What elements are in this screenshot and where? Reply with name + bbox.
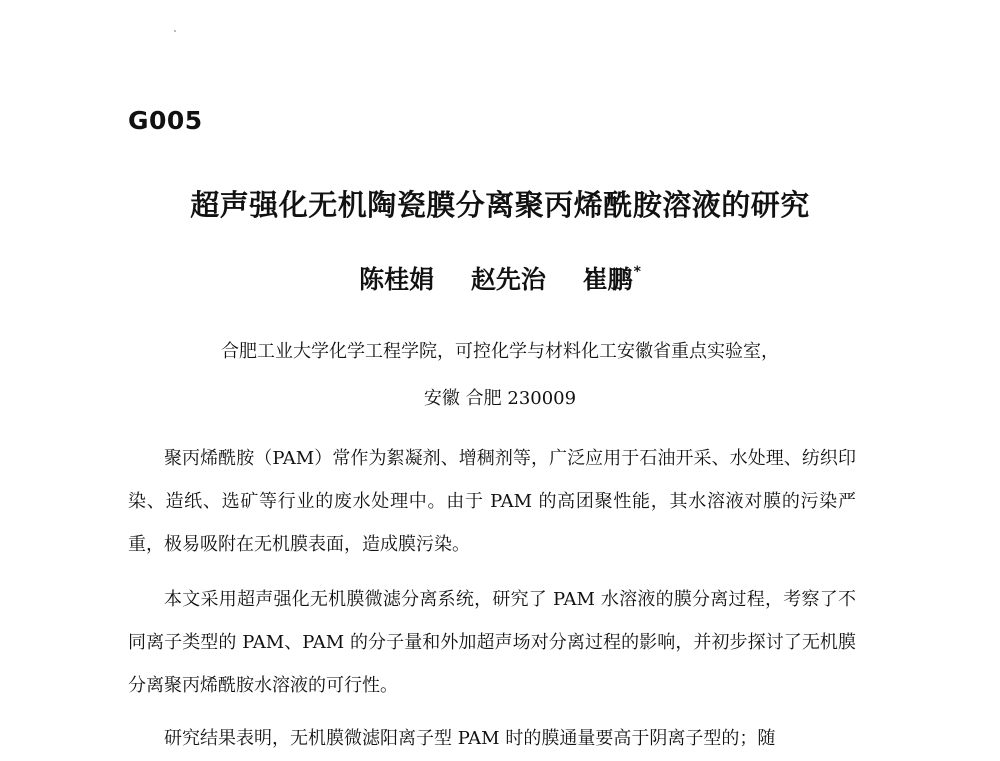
abstract-paragraph-2 — [128, 578, 856, 707]
author-name: 赵先治 — [470, 265, 546, 294]
affiliation-line-1: 合肥工业大学化学工程学院，可控化学与材料化工安徽省重点实验室， — [221, 341, 779, 362]
abstract-paragraph-1 — [128, 437, 856, 566]
author-2 — [471, 260, 546, 296]
scan-artifact — [174, 30, 176, 32]
paper-title: 超声强化无机陶瓷膜分离聚丙烯酰胺溶液的研究 — [190, 188, 810, 222]
corresponding-author-mark: * — [633, 264, 641, 280]
author-name: 陈桂娟 — [359, 265, 435, 294]
author-1 — [359, 260, 434, 296]
affiliation-line-2: 安徽 合肥 230009 — [423, 388, 577, 409]
author-3 — [583, 260, 641, 296]
author-list — [0, 260, 1000, 296]
paragraph-text: 研究结果表明，无机膜微滤阳离子型 PAM 时的膜通量要高于阴离子型的；随 — [164, 728, 776, 749]
paragraph-text: 聚丙烯酰胺（PAM）常作为絮凝剂、增稠剂等，广泛应用于石油开采、水处理、纺织印染、造纸、选矿等行业的废水处理中。由于 PAM 的高团聚性能，其水溶液对膜的污染严重，极易吸附在无机膜表面，造成膜污染。 — [128, 448, 856, 555]
author-name: 崔鹏 — [582, 265, 633, 294]
abstract-paragraph-3 — [128, 717, 856, 760]
paragraph-text: 本文采用超声强化无机膜微滤分离系统，研究了 PAM 水溶液的膜分离过程，考察了不同离子类型的 PAM、PAM 的分子量和外加超声场对分离过程的影响，并初步探讨了无机膜分离聚丙烯酰胺水溶液的可行性。 — [128, 589, 856, 696]
paper-code: G005 — [128, 106, 203, 135]
